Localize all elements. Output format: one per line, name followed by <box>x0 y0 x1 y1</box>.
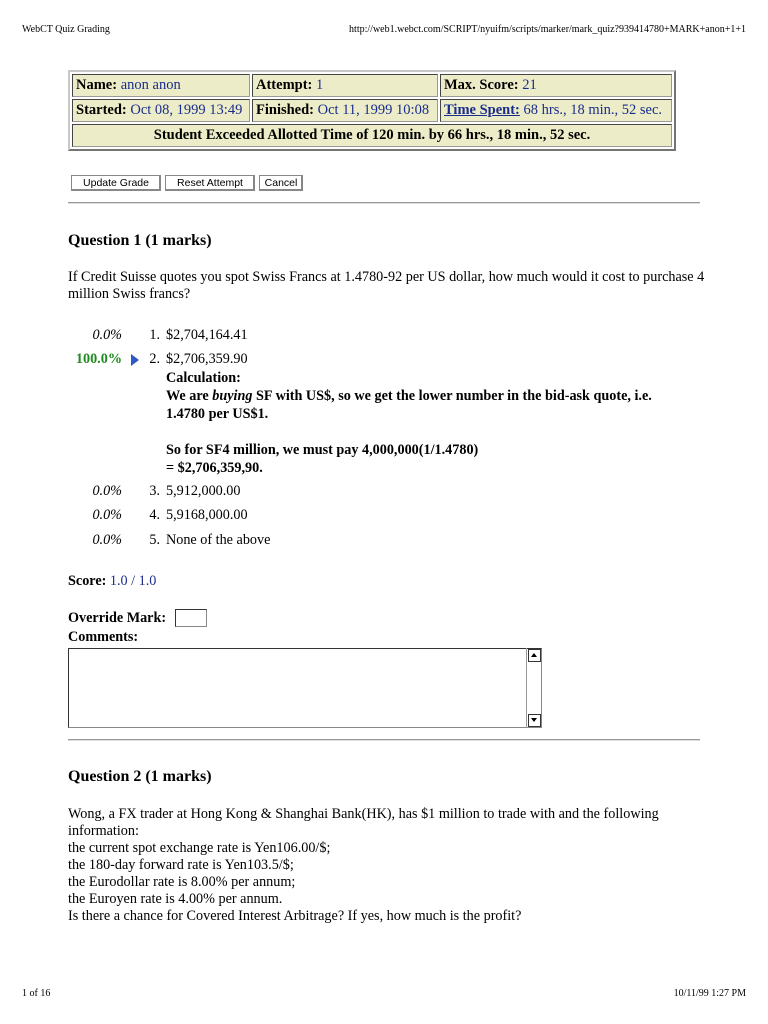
attempt-info-table <box>68 70 676 151</box>
answer-number: 5. <box>149 532 160 548</box>
answer-number: 1. <box>149 327 160 343</box>
started-value: Oct 08, 1999 13:49 <box>130 102 243 118</box>
started-cell: Started: Oct 08, 1999 13:49 <box>72 99 250 122</box>
attempt-number: 1 <box>316 77 324 93</box>
question-1-text: If Credit Suisse quotes you spot Swiss Francs at 1.4780-92 per US dollar, how much would it cost to purchase 4 million Swiss francs? <box>68 269 705 302</box>
answer-text: $2,706,359.90 <box>166 351 248 367</box>
max-score-cell: Max. Score: 21 <box>440 74 672 97</box>
update-grade-button[interactable]: Update Grade <box>71 175 161 191</box>
grading-buttons <box>71 173 307 191</box>
answer-percent: 0.0% <box>92 327 122 343</box>
comments-scrollbar[interactable] <box>526 648 542 728</box>
score-value: 1.0 / 1.0 <box>109 573 157 589</box>
finished-value: Oct 11, 1999 10:08 <box>317 102 430 118</box>
print-datetime: 10/11/99 1:27 PM <box>673 988 746 999</box>
answer-percent: 0.0% <box>92 507 122 523</box>
correct-answer-arrow-icon <box>131 354 139 366</box>
attempt-cell: Attempt: 1 <box>252 74 438 97</box>
page-url-header: http://web1.webct.com/SCRIPT/nyuifm/scripts/marker/mark_quiz?939414780+MARK+anon+1+1 <box>349 24 746 35</box>
answer-percent: 0.0% <box>92 532 122 548</box>
question-1-title: Question 1 (1 marks) <box>68 232 212 249</box>
answer-text: 5,9168,000.00 <box>166 507 248 523</box>
time-exceeded-notice: Student Exceeded Allotted Time of 120 min. by 66 hrs., 18 min., 52 sec. <box>72 124 672 147</box>
override-mark-input[interactable] <box>175 609 207 627</box>
comments-textarea[interactable] <box>68 648 542 728</box>
cancel-button[interactable]: Cancel <box>259 175 303 191</box>
scroll-up-arrow-icon[interactable] <box>528 649 541 662</box>
comments-label: Comments: <box>68 629 139 645</box>
time-spent-value: 68 hrs., 18 min., 52 sec. <box>523 102 663 118</box>
time-spent-link[interactable]: Time Spent: <box>444 102 520 118</box>
answer-number: 4. <box>149 507 160 523</box>
answer-percent: 100.0% <box>75 351 122 367</box>
override-mark-label: Override Mark: <box>68 610 167 626</box>
answer-text: 5,912,000.00 <box>166 483 241 499</box>
question-2-text: Wong, a FX trader at Hong Kong & Shanghai Bank(HK), has $1 million to trade with and the following information: the current spot exchange rate is Yen106.00/$; the 180-day forward rate is Yen103.5/$; the Eurodollar rate is 8.00% per annum; the Euroyen rate is 4.00% per annum. Is there a chance for Covered Interest Arbitrage? If yes, how much is the profit? <box>68 806 659 924</box>
time-spent-cell <box>440 99 672 122</box>
answer-percent: 0.0% <box>92 483 122 499</box>
divider <box>68 739 700 741</box>
reset-attempt-button[interactable]: Reset Attempt <box>165 175 255 191</box>
answer-number: 2. <box>149 351 160 367</box>
page-indicator: 1 of 16 <box>22 988 51 999</box>
page-title-header: WebCT Quiz Grading <box>22 24 110 35</box>
answer-number: 3. <box>149 483 160 499</box>
answer-text: None of the above <box>166 532 271 548</box>
finished-cell: Finished: Oct 11, 1999 10:08 <box>252 99 438 122</box>
name-cell: Name: anon anon <box>72 74 250 97</box>
student-name: anon anon <box>120 77 181 93</box>
answer-feedback: Calculation: We are buying SF with US$, so we get the lower number in the bid-ask quote, i.e. 1.4780 per US$1. So for SF4 million, we must pay 4,000,000(1/1.4780) = $2,706,359,90. <box>166 370 652 476</box>
question-2-title: Question 2 (1 marks) <box>68 768 212 785</box>
answer-text: $2,704,164.41 <box>166 327 248 343</box>
max-score-value: 21 <box>522 77 537 93</box>
question-1-score: Score: 1.0 / 1.0 <box>68 573 157 589</box>
scroll-down-arrow-icon[interactable] <box>528 714 541 727</box>
divider <box>68 202 700 204</box>
